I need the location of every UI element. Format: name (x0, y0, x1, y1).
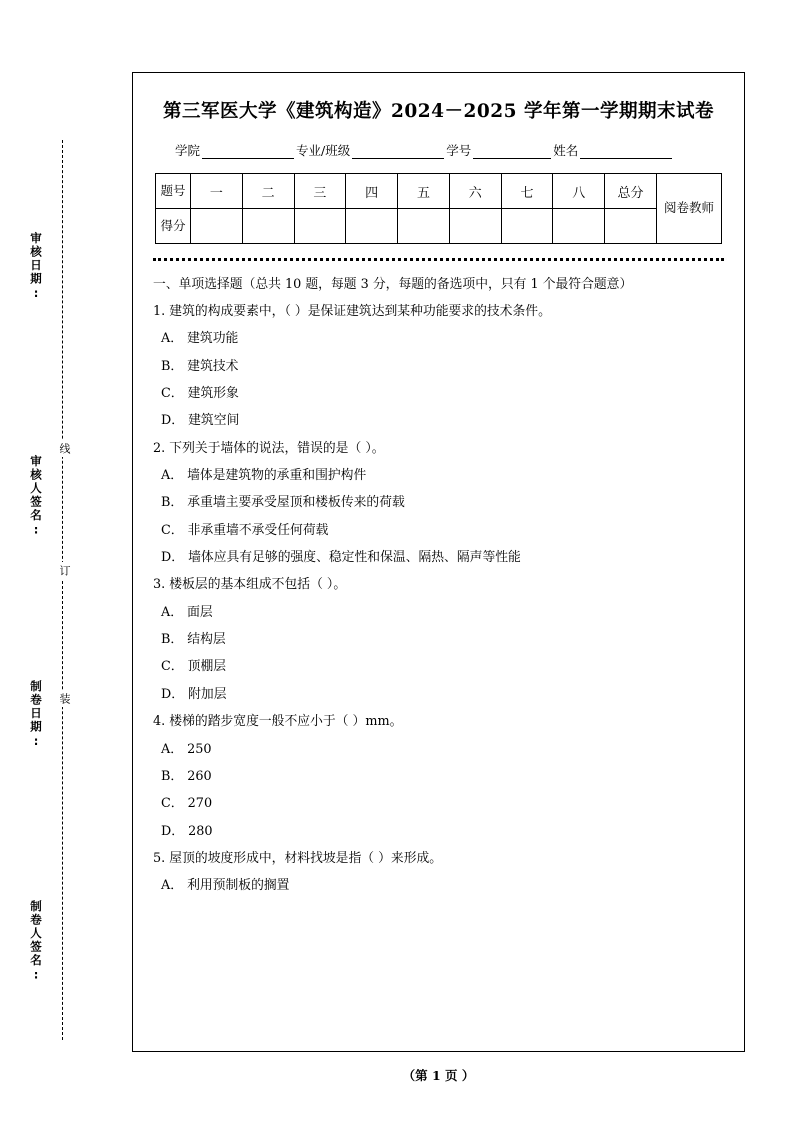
question-3-option-b[interactable]: B． 结构层 (161, 632, 226, 648)
question-2-text: 下列关于墙体的说法，错误的是（ ）。 (169, 440, 385, 456)
question-4-number: 4. (153, 714, 166, 730)
score-table (155, 173, 722, 244)
score-cell-7[interactable] (501, 209, 553, 244)
question-4-option-d[interactable]: D． 280 (161, 823, 213, 839)
col-header-8: 八 (553, 174, 605, 209)
score-cell-4[interactable] (346, 209, 398, 244)
question-1-option-a[interactable]: A． 建筑功能 (161, 331, 239, 347)
question-2-option-d[interactable]: D． 墙体应具有足够的强度、稳定性和保温、隔热、隔声等性能 (161, 550, 521, 566)
field-major-class-label: 专业/班级 (296, 143, 351, 158)
field-name-input[interactable] (580, 145, 672, 159)
field-student-id (446, 141, 553, 159)
col-header-3: 三 (294, 174, 346, 209)
student-info-line (151, 141, 726, 159)
question-3-option-a[interactable]: A． 面层 (161, 604, 213, 620)
score-cell-1[interactable] (191, 209, 243, 244)
score-cell-8[interactable] (553, 209, 605, 244)
field-major-class (296, 141, 446, 159)
field-college-label: 学院 (175, 143, 201, 158)
question-3-number: 3. (153, 577, 166, 593)
question-3-option-c[interactable]: C． 顶棚层 (161, 659, 227, 675)
question-1-option-d[interactable]: D． 建筑空间 (161, 413, 240, 429)
score-cell-3[interactable] (294, 209, 346, 244)
margin-label-reviewer-signature: 审核人签名: (29, 455, 43, 539)
section-divider (153, 258, 724, 261)
row-label-question-number: 题号 (156, 174, 191, 209)
col-header-1: 一 (191, 174, 243, 209)
col-header-teacher: 阅卷教师 (657, 174, 722, 244)
exam-paper (132, 72, 745, 1052)
margin-label-paper-signature: 制卷人签名: (29, 900, 43, 984)
margin-label-review-date: 审核日期: (29, 232, 43, 302)
table-row (156, 174, 722, 209)
field-college (175, 141, 296, 159)
question-3-option-d[interactable]: D． 附加层 (161, 686, 227, 702)
question-1-option-b[interactable]: B． 建筑技术 (161, 358, 239, 374)
question-5 (153, 851, 726, 866)
page-title: 第三军医大学《建筑构造》2024－2025 学年第一学期期末试卷 (163, 101, 714, 122)
question-4 (153, 714, 726, 729)
col-header-4: 四 (346, 174, 398, 209)
col-header-6: 六 (449, 174, 501, 209)
binding-margin (0, 0, 128, 1122)
table-row (156, 209, 722, 244)
field-student-id-label: 学号 (446, 143, 472, 158)
field-name-label: 姓名 (553, 143, 579, 158)
question-3 (153, 577, 726, 592)
exam-content (151, 273, 726, 894)
question-5-text: 屋顶的坡度形成中，材料找坡是指（ ）来形成。 (169, 850, 443, 866)
question-2-option-b[interactable]: B． 承重墙主要承受屋顶和楼板传来的荷载 (161, 495, 405, 511)
score-cell-5[interactable] (398, 209, 450, 244)
question-1-option-c[interactable]: C． 建筑形象 (161, 386, 239, 402)
page-footer: （第 1 页 ） (402, 1068, 475, 1083)
section-title: 一、单项选择题（总共 10 题，每题 3 分，每题的备选项中，只有 1 个最符合题意） (153, 277, 633, 292)
field-student-id-input[interactable] (473, 145, 551, 159)
margin-mark-fold: 装 (56, 690, 72, 707)
question-2-option-c[interactable]: C． 非承重墙不承受任何荷载 (161, 522, 329, 538)
question-3-text: 楼板层的基本组成不包括（ ）。 (169, 577, 347, 593)
question-4-option-b[interactable]: B． 260 (161, 768, 212, 784)
score-cell-total[interactable] (605, 209, 657, 244)
question-2-number: 2. (153, 440, 166, 456)
margin-mark-bind: 订 (56, 562, 72, 579)
score-cell-2[interactable] (242, 209, 294, 244)
question-1-text: 建筑的构成要素中，（ ）是保证建筑达到某种功能要求的技术条件。 (169, 304, 551, 319)
col-header-total: 总分 (605, 174, 657, 209)
question-5-option-a[interactable]: A． 利用预制板的搁置 (161, 878, 290, 894)
row-label-score: 得分 (156, 209, 191, 244)
col-header-5: 五 (398, 174, 450, 209)
question-2 (153, 441, 726, 456)
question-2-option-a[interactable]: A． 墙体是建筑物的承重和围护构件 (161, 468, 367, 484)
col-header-2: 二 (242, 174, 294, 209)
field-college-input[interactable] (202, 145, 294, 159)
field-name (553, 141, 674, 159)
question-5-number: 5. (153, 850, 166, 866)
margin-mark-line: 线 (56, 440, 72, 457)
question-4-option-a[interactable]: A． 250 (161, 741, 212, 757)
question-1-number: 1. (153, 304, 166, 319)
binding-dashed-line (62, 140, 63, 1040)
question-1 (153, 304, 726, 319)
field-major-class-input[interactable] (352, 145, 444, 159)
question-4-option-c[interactable]: C． 270 (161, 796, 213, 812)
margin-label-paper-date: 制卷日期: (29, 680, 43, 750)
col-header-7: 七 (501, 174, 553, 209)
score-cell-6[interactable] (449, 209, 501, 244)
question-4-text: 楼梯的踏步宽度一般不应小于（ ）mm。 (169, 714, 403, 730)
